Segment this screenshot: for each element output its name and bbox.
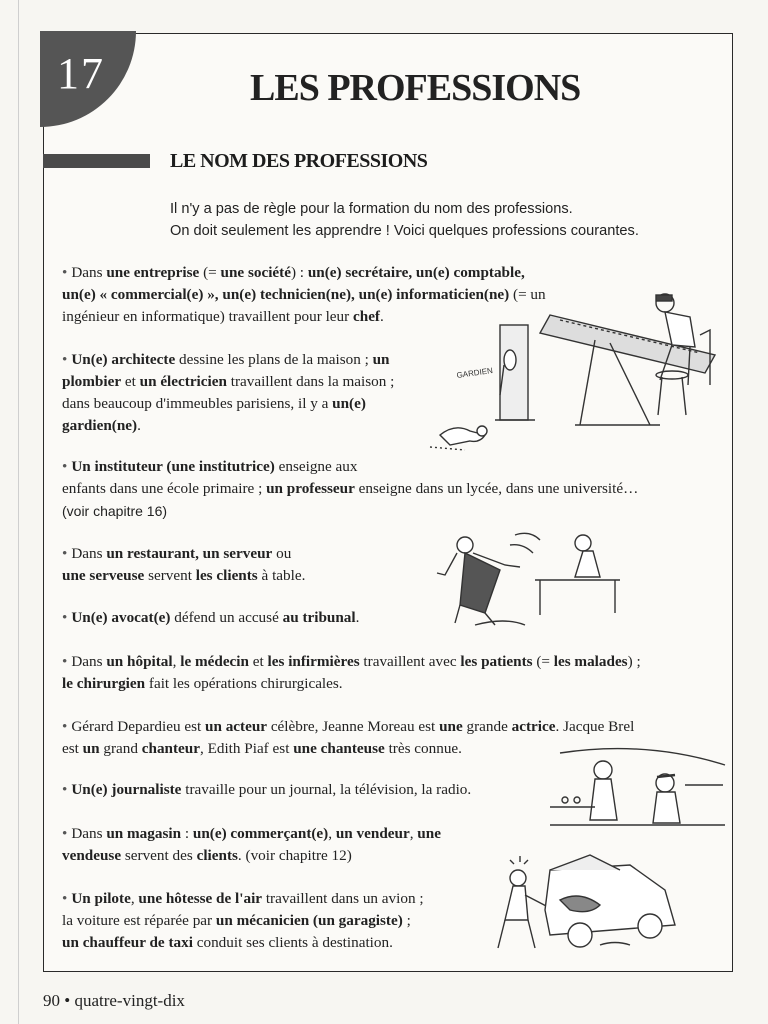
paragraph-hopital (62, 651, 722, 695)
run: dessine les plans de la maison ; (175, 351, 373, 368)
run: Un instituteur (une institutrice) (71, 458, 275, 475)
run: ; (402, 912, 411, 929)
run: Dans (71, 825, 107, 842)
run: (voir chapitre 16) (62, 503, 168, 519)
paragraph-avocat (62, 607, 422, 629)
run: actrice (511, 718, 556, 735)
run: défend un accusé (170, 609, 283, 626)
run: ou (272, 545, 292, 562)
run: Dans (71, 264, 107, 281)
chapter-number-badge: 17 (40, 31, 136, 127)
run: les clients (195, 567, 258, 584)
run: conduit ses clients à destination. (192, 934, 393, 951)
run: une (439, 718, 463, 735)
para-line (62, 371, 442, 393)
run: un(e) secrétaire, un(e) comptable, (307, 264, 525, 281)
run: servent des (121, 847, 197, 864)
run: travaille pour un journal, la télévision, la radio. (181, 781, 472, 798)
intro-line-1: Il n'y a pas de règle pour la formation du nom des professions. (170, 201, 573, 217)
run: Un(e) architecte (71, 351, 176, 368)
bullet-icon: • (62, 890, 68, 907)
run: une entreprise (106, 264, 200, 281)
mechanic-illustration (480, 850, 690, 955)
para-line (62, 779, 542, 801)
run: gardien(ne) (62, 417, 138, 434)
architect-illustration (410, 285, 730, 460)
run: (= (532, 653, 554, 670)
run: à table. (257, 567, 306, 584)
run: . (voir chapitre 12) (237, 847, 352, 864)
para-line (62, 716, 722, 738)
intro-text (170, 198, 690, 242)
run: travaillent dans un avion ; (262, 890, 424, 907)
paragraph-journaliste (62, 779, 542, 801)
run: un chauffeur de taxi (62, 934, 193, 951)
section-bar (43, 154, 150, 168)
run: ) : (290, 264, 308, 281)
run: Dans (71, 653, 107, 670)
run: grand (99, 740, 142, 757)
run: : (181, 825, 193, 842)
run: clients (196, 847, 238, 864)
bullet-icon: • (62, 609, 68, 626)
run: les infirmières (267, 653, 360, 670)
bullet-icon: • (62, 653, 68, 670)
para-line (62, 910, 502, 932)
run: . Jacque Brel (555, 718, 635, 735)
run: très connue. (384, 740, 462, 757)
para-line (62, 393, 442, 415)
page-title: LES PROFESSIONS (250, 67, 581, 109)
run: et (121, 373, 140, 390)
footer-separator: • (64, 991, 71, 1010)
run: un (372, 351, 390, 368)
run: ) ; (627, 653, 641, 670)
run: chef (353, 308, 380, 325)
run: le médecin (180, 653, 249, 670)
run: Un(e) avocat(e) (71, 609, 171, 626)
run: enfants dans une école primaire ; (62, 480, 267, 497)
para-line (62, 565, 362, 587)
run: (= un (509, 286, 546, 303)
run: travaillent dans la maison ; (226, 373, 395, 390)
run: , (409, 825, 418, 842)
para-line (62, 888, 502, 910)
para-line (62, 262, 622, 284)
page-footer (43, 991, 185, 1011)
run: enseigne aux (274, 458, 358, 475)
paragraph-magasin (62, 823, 502, 867)
run: travaillent avec (359, 653, 461, 670)
run: chanteur (141, 740, 200, 757)
run: un restaurant, un serveur (106, 545, 273, 562)
run: Gérard Depardieu est (71, 718, 205, 735)
run: plombier (62, 373, 122, 390)
bullet-icon: • (62, 825, 68, 842)
run: un(e) « commercial(e) », un(e) technicien(ne), un(e) informaticien(ne) (62, 286, 510, 303)
paragraph-architecte (62, 349, 442, 437)
door-sign: GARDIEN (456, 365, 494, 380)
run: enseigne dans un lycée, dans une université… (354, 480, 639, 497)
run: un électricien (139, 373, 227, 390)
para-line (62, 823, 502, 845)
run: vendeuse (62, 847, 122, 864)
para-line (62, 845, 502, 867)
run: est (62, 740, 83, 757)
bullet-icon: • (62, 781, 68, 798)
bullet-icon: • (62, 545, 68, 562)
run: fait les opérations chirurgicales. (145, 675, 343, 692)
paragraph-restaurant (62, 543, 362, 587)
run: une serveuse (62, 567, 145, 584)
run: Un pilote (71, 890, 131, 907)
para-line (62, 673, 722, 695)
section-title: LE NOM DES PROFESSIONS (170, 150, 428, 172)
run: un(e) (332, 395, 366, 412)
run: célèbre, Jeanne Moreau est (267, 718, 440, 735)
run: et (248, 653, 268, 670)
bullet-icon: • (62, 458, 68, 475)
run: (= (199, 264, 221, 281)
paragraph-pilote (62, 888, 502, 954)
run: . (380, 308, 384, 325)
para-line (62, 500, 722, 522)
run: grande (462, 718, 512, 735)
run: une hôtesse de l'air (138, 890, 263, 907)
run: un (82, 740, 100, 757)
run: un hôpital (106, 653, 173, 670)
run: les patients (460, 653, 533, 670)
run: un mécanicien (un garagiste) (215, 912, 403, 929)
run: une (417, 825, 441, 842)
run: au tribunal (282, 609, 356, 626)
run: un vendeur (335, 825, 410, 842)
run: un professeur (266, 480, 355, 497)
run: Un(e) journaliste (71, 781, 182, 798)
run: , (172, 653, 181, 670)
margin-line (18, 0, 19, 1024)
waiter-illustration (415, 525, 630, 630)
run: . (137, 417, 141, 434)
para-line (62, 543, 362, 565)
run: Dans (71, 545, 107, 562)
hostess-illustration (545, 745, 730, 835)
run: un magasin (106, 825, 182, 842)
run: les malades (553, 653, 628, 670)
run: un(e) commerçant(e) (192, 825, 329, 842)
bullet-icon: • (62, 351, 68, 368)
paragraph-instituteur (62, 456, 722, 522)
para-line (62, 349, 442, 371)
para-line (62, 932, 502, 954)
bullet-icon: • (62, 264, 68, 281)
para-line (62, 478, 722, 500)
bullet-icon: • (62, 718, 68, 735)
run: un acteur (205, 718, 268, 735)
run: , Edith Piaf est (199, 740, 294, 757)
intro-line-2: On doit seulement les apprendre ! Voici quelques professions courantes. (170, 223, 639, 239)
run: la voiture est réparée par (62, 912, 216, 929)
run: le chirurgien (62, 675, 146, 692)
run: , (328, 825, 336, 842)
para-line (62, 651, 722, 673)
run: une chanteuse (293, 740, 385, 757)
page-number: 90 (43, 991, 60, 1010)
run: servent (144, 567, 196, 584)
run: , (130, 890, 139, 907)
run: dans beaucoup d'immeubles parisiens, il y a (62, 395, 333, 412)
run: une société (220, 264, 291, 281)
run: ingénieur en informatique) travaillent pour leur (62, 308, 353, 325)
para-line (62, 607, 422, 629)
para-line (62, 415, 442, 437)
run: . (355, 609, 360, 626)
page-number-words: quatre-vingt-dix (74, 991, 185, 1010)
